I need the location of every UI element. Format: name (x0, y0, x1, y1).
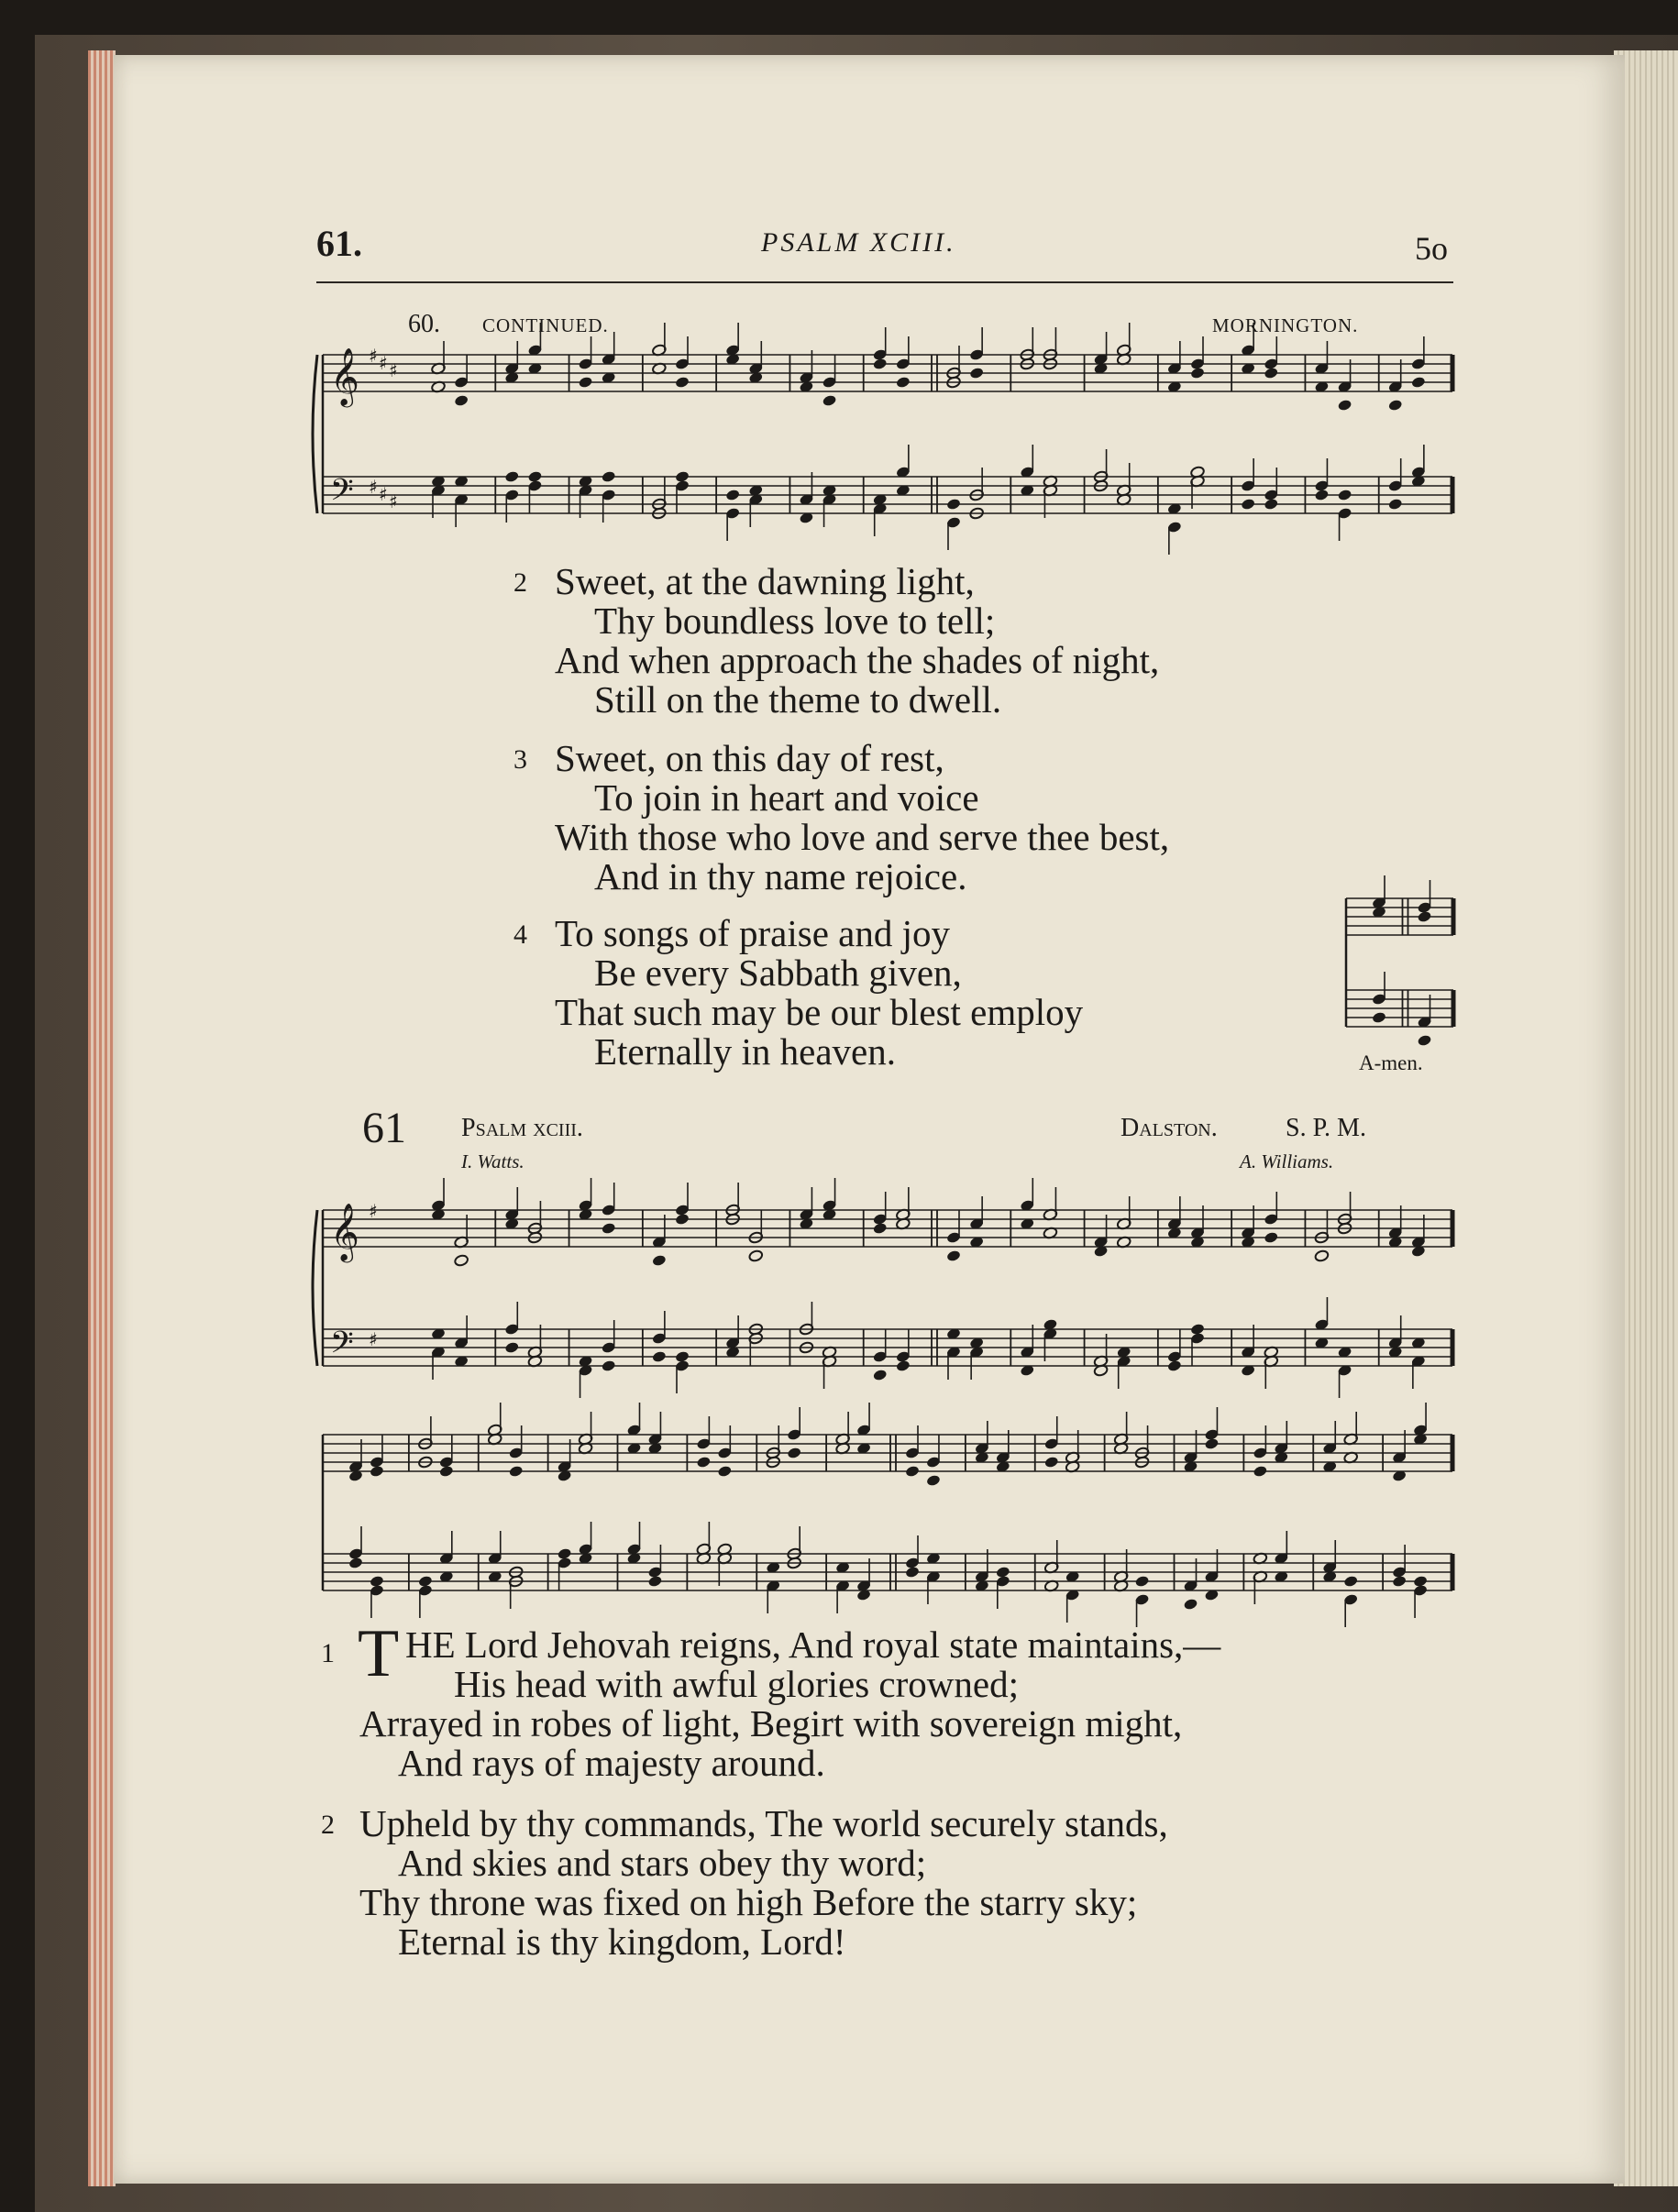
note-head (348, 1557, 364, 1569)
sharp-icon: ♯ (389, 490, 398, 512)
note-head (1183, 1598, 1198, 1611)
note-head (508, 1465, 524, 1478)
sharp-icon: ♯ (379, 483, 388, 505)
header-rule (316, 281, 1453, 283)
verse-line: Thy throne was fixed on high Before the starry sky; (359, 1881, 1138, 1923)
note-head (946, 498, 962, 511)
note-head (1337, 489, 1352, 501)
sharp-icon: ♯ (369, 1200, 378, 1222)
note-head (675, 1213, 690, 1226)
note-head (1314, 489, 1330, 501)
note-head (1167, 1359, 1183, 1372)
verse-line: Thy boundless love to tell; (594, 600, 996, 642)
note-head (872, 358, 888, 370)
section-number: 61. (316, 223, 362, 264)
note-head (946, 1249, 962, 1262)
verse-number: 3 (513, 744, 527, 775)
verse-line: And skies and stars obey thy word; (398, 1842, 927, 1884)
sharp-icon: ♯ (369, 345, 378, 367)
hymn60-continued: CONTINUED. (482, 314, 609, 336)
verse-line: Still on the theme to dwell. (594, 678, 1002, 721)
verse-line: That such may be our blest employ (555, 991, 1084, 1033)
drop-cap: T (358, 1616, 400, 1691)
page-number: 5o (1415, 230, 1448, 267)
hymn60-tune-name: MORNINGTON. (1212, 314, 1359, 336)
note-head (872, 1222, 888, 1235)
note-head (504, 1341, 520, 1354)
note-head (905, 1465, 921, 1478)
verse-number: 4 (513, 919, 527, 950)
note-head (787, 1447, 802, 1459)
note-head (1204, 1437, 1220, 1450)
sharp-icon: ♯ (369, 1328, 378, 1350)
note-head (1241, 498, 1256, 511)
verse-line: Arrayed in robes of light, Begirt with sovereign might, (359, 1702, 1183, 1744)
bass-clef-icon: 𝄢 (330, 473, 354, 515)
hymn61-composer: A. Williams. (1240, 1150, 1334, 1172)
note-head (370, 1465, 385, 1478)
note-head (1190, 367, 1206, 380)
hymn61-title: Psalm xciii. (461, 1114, 583, 1142)
verse-line: Sweet, at the dawning light, (555, 560, 975, 602)
hymn61-score-system-1 (321, 1178, 1458, 1398)
note-head (652, 1254, 668, 1267)
note-head (725, 489, 741, 501)
note-head (822, 394, 837, 407)
note-head (696, 1456, 712, 1469)
note-head (504, 470, 520, 483)
hymn61-score-system-2 (321, 1416, 1458, 1623)
note-head (1387, 399, 1403, 412)
verse-number: 2 (321, 1810, 335, 1840)
note-head (601, 1359, 616, 1372)
verse-line: Eternally in heaven. (594, 1030, 897, 1073)
note-head (578, 376, 593, 389)
amen-score (1344, 894, 1459, 1045)
note-head (1372, 1011, 1387, 1024)
hymn61-author: I. Watts. (461, 1150, 524, 1172)
note-head (969, 367, 985, 380)
verse-line: With those who love and serve thee best, (555, 816, 1170, 858)
note-head (454, 394, 469, 407)
note-head (439, 1465, 455, 1478)
verse-number: 1 (321, 1638, 335, 1668)
hymn60-number: 60. (408, 310, 440, 338)
treble-clef-icon: 𝄞 (330, 1203, 359, 1260)
page-edges-left (88, 50, 116, 2186)
hymn61-meter: S. P. M. (1286, 1114, 1366, 1142)
verse-line: And when approach the shades of night, (555, 639, 1160, 681)
running-title: PSALM XCIII. (761, 227, 956, 258)
note-head (1264, 498, 1279, 511)
note-head (1253, 1465, 1268, 1478)
note-head (1392, 1575, 1408, 1588)
note-head (1264, 367, 1279, 380)
verse-line: Be every Sabbath given, (594, 952, 962, 994)
note-head (1417, 1034, 1432, 1047)
note-head (601, 470, 616, 483)
note-head (926, 1474, 942, 1487)
note-head (454, 1254, 469, 1267)
verse-line: His head with awful glories crowned; (454, 1663, 1019, 1705)
note-head (675, 376, 690, 389)
verse-line: And in thy name rejoice. (594, 855, 967, 897)
note-head (872, 1369, 888, 1381)
note-head (652, 1350, 668, 1363)
note-head (896, 376, 911, 389)
verse-line: Eternal is thy kingdom, Lord! (398, 1920, 846, 1963)
hymn61-tune-name: Dalston. (1121, 1114, 1218, 1142)
hymn60-score (321, 344, 1458, 541)
note-head (1343, 1575, 1359, 1588)
sharp-icon: ♯ (379, 352, 388, 374)
note-head (717, 1465, 733, 1478)
verse-line: HE Lord Jehovah reigns, And royal state maintains,— (405, 1623, 1221, 1666)
note-head (601, 1222, 616, 1235)
amen-label: A-men. (1359, 1051, 1423, 1074)
note-head (1411, 376, 1427, 389)
verse-line: Sweet, on this day of rest, (555, 737, 944, 779)
verse-number: 2 (513, 567, 527, 598)
sharp-icon: ♯ (389, 359, 398, 381)
hymn61-number: 61 (362, 1104, 406, 1152)
verse-line: To join in heart and voice (594, 776, 979, 819)
note-head (1417, 910, 1432, 923)
verse-line: Upheld by thy commands, The world securely stands, (359, 1802, 1168, 1844)
note-head (1043, 1456, 1059, 1469)
note-head (748, 1249, 764, 1262)
bass-clef-icon: 𝄢 (330, 1326, 354, 1368)
note-head (1314, 1249, 1330, 1262)
note-head (1337, 399, 1352, 412)
sharp-icon: ♯ (369, 476, 378, 498)
note-head (647, 1575, 663, 1588)
treble-clef-icon: 𝄞 (330, 347, 359, 405)
note-head (896, 1359, 911, 1372)
note-head (1387, 498, 1403, 511)
verse-line: To songs of praise and joy (555, 912, 950, 954)
note-head (905, 1566, 921, 1579)
verse-line: And rays of majesty around. (398, 1742, 825, 1784)
note-head (1134, 1575, 1150, 1588)
note-head (1264, 1231, 1279, 1244)
